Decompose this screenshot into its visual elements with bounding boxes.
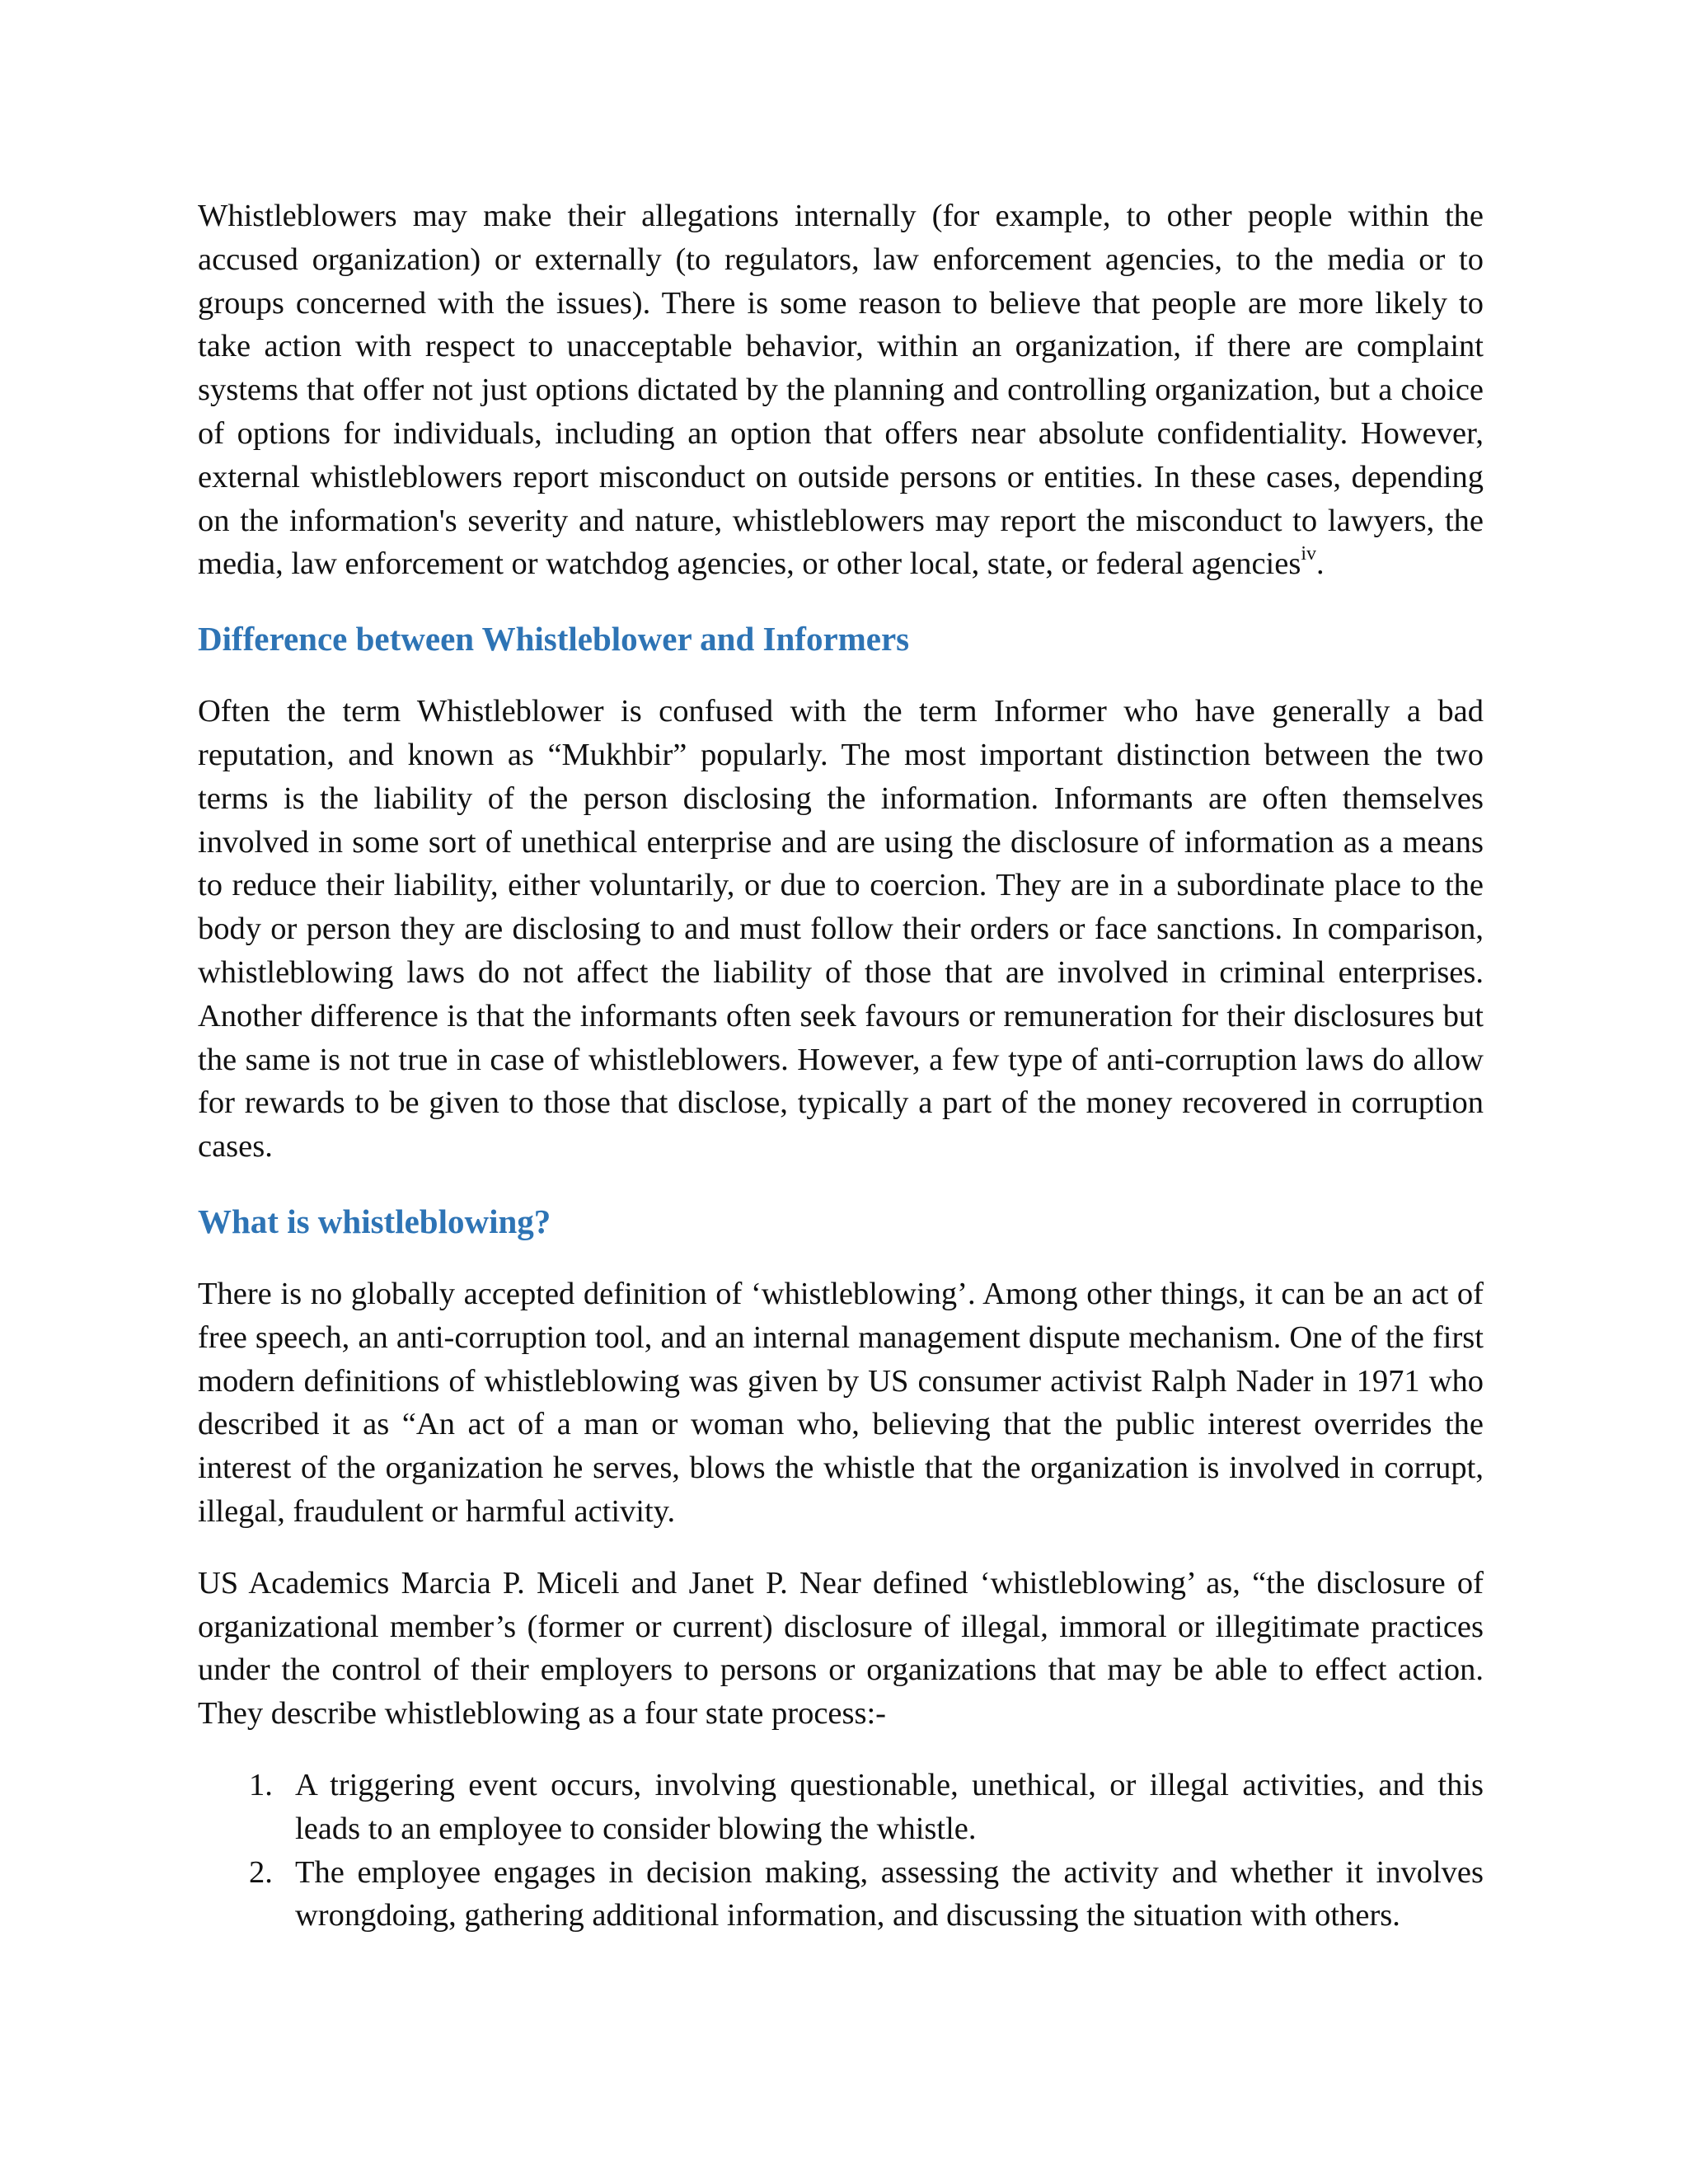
paragraph-whistleblower-vs-informer: Often the term Whistleblower is confused with the term Informer who have generally a bad reputation, and known as “Mukhbir” popularly. The most important distinction between the two terms is the liability of the person disclosing the information. Informants are often themselves involved in some sort of unethical enterprise and are using the disclosure of information as a means to reduce their liability, either voluntarily, or due to coercion. They are in a subordinate place to the body or person they are disclosing to and must follow their orders or face sanctions. In comparison, whistleblowing laws do not affect the liability of those that are involved in criminal enterprises. Another difference is that the informants often seek favours or remuneration for their disclosures but the same is not true in case of whistleblowers. However, a few type of anti-corruption laws do allow for rewards to be given to those that disclose, typically a part of the money recovered in corruption cases.: [198, 694, 1484, 1165]
spacer: [198, 1243, 1484, 1272]
spacer: [198, 660, 1484, 690]
paragraph-internal-external-reporting: [198, 194, 1484, 586]
list-item-text: A triggering event occurs, involving questionable, unethical, or illegal activities, and this leads to an employee to consider blowing the whistle.: [295, 1767, 1484, 1846]
spacer: [198, 586, 1484, 617]
list-item: [198, 1764, 1484, 1851]
spacer: [198, 1736, 1484, 1764]
spacer: [198, 1169, 1484, 1200]
page-content: [198, 194, 1484, 1938]
list-item: [198, 1851, 1484, 1938]
list-item-number: 1.: [249, 1767, 273, 1802]
paragraph-end-punctuation: .: [1316, 546, 1325, 582]
paragraph-definition-miceli-near: US Academics Marcia P. Miceli and Janet P. Near defined ‘whistleblowing’ as, “the disclosure of organizational member’s (former or current) disclosure of illegal, immoral or illegitimate practices under the control of their employers to persons or organizations that may be able to effect action. They describe whistleblowing as a four state process:-: [198, 1565, 1484, 1732]
section-heading-difference: Difference between Whistleblower and Informers: [198, 620, 910, 658]
list-item-number: 2.: [249, 1854, 273, 1890]
paragraph-text: Whistleblowers may make their allegations internally (for example, to other people within the accused organization) or externally (to regulators, law enforcement agencies, to the media or to groups concerned with the issues). There is some reason to believe that people are more likely to take action with respect to unacceptable behavior, within an organization, if there are complaint systems that offer not just options dictated by the planning and controlling organization, but a choice of options for individuals, including an option that offers near absolute confidentiality. However, external whistleblowers report misconduct on outside persons or entities. In these cases, depending on the information's severity and nature, whistleblowers may report the misconduct to lawyers, the media, law enforcement or watchdog agencies, or other local, state, or federal agencies: [198, 199, 1484, 582]
list-item-text: The employee engages in decision making, assessing the activity and whether it involves wrongdoing, gathering additional information, and discussing the situation with others.: [295, 1854, 1484, 1933]
section-heading-what-is-whistleblowing: What is whistleblowing?: [198, 1202, 551, 1240]
paragraph-definition-nader: There is no globally accepted definition of ‘whistleblowing’. Among other things, it can be an act of free speech, an anti-corruption tool, and an internal management dispute mechanism. One of the first modern definitions of whistleblowing was given by US consumer activist Ralph Nader in 1971 who described it as “An act of a man or woman who, believing that the public interest overrides the interest of the organization he serves, blows the whistle that the organization is involved in corrupt, illegal, fraudulent or harmful activity.: [198, 1276, 1484, 1529]
footnote-reference[interactable]: iv: [1301, 542, 1316, 565]
process-steps-list: [198, 1764, 1484, 1938]
spacer: [198, 1534, 1484, 1562]
